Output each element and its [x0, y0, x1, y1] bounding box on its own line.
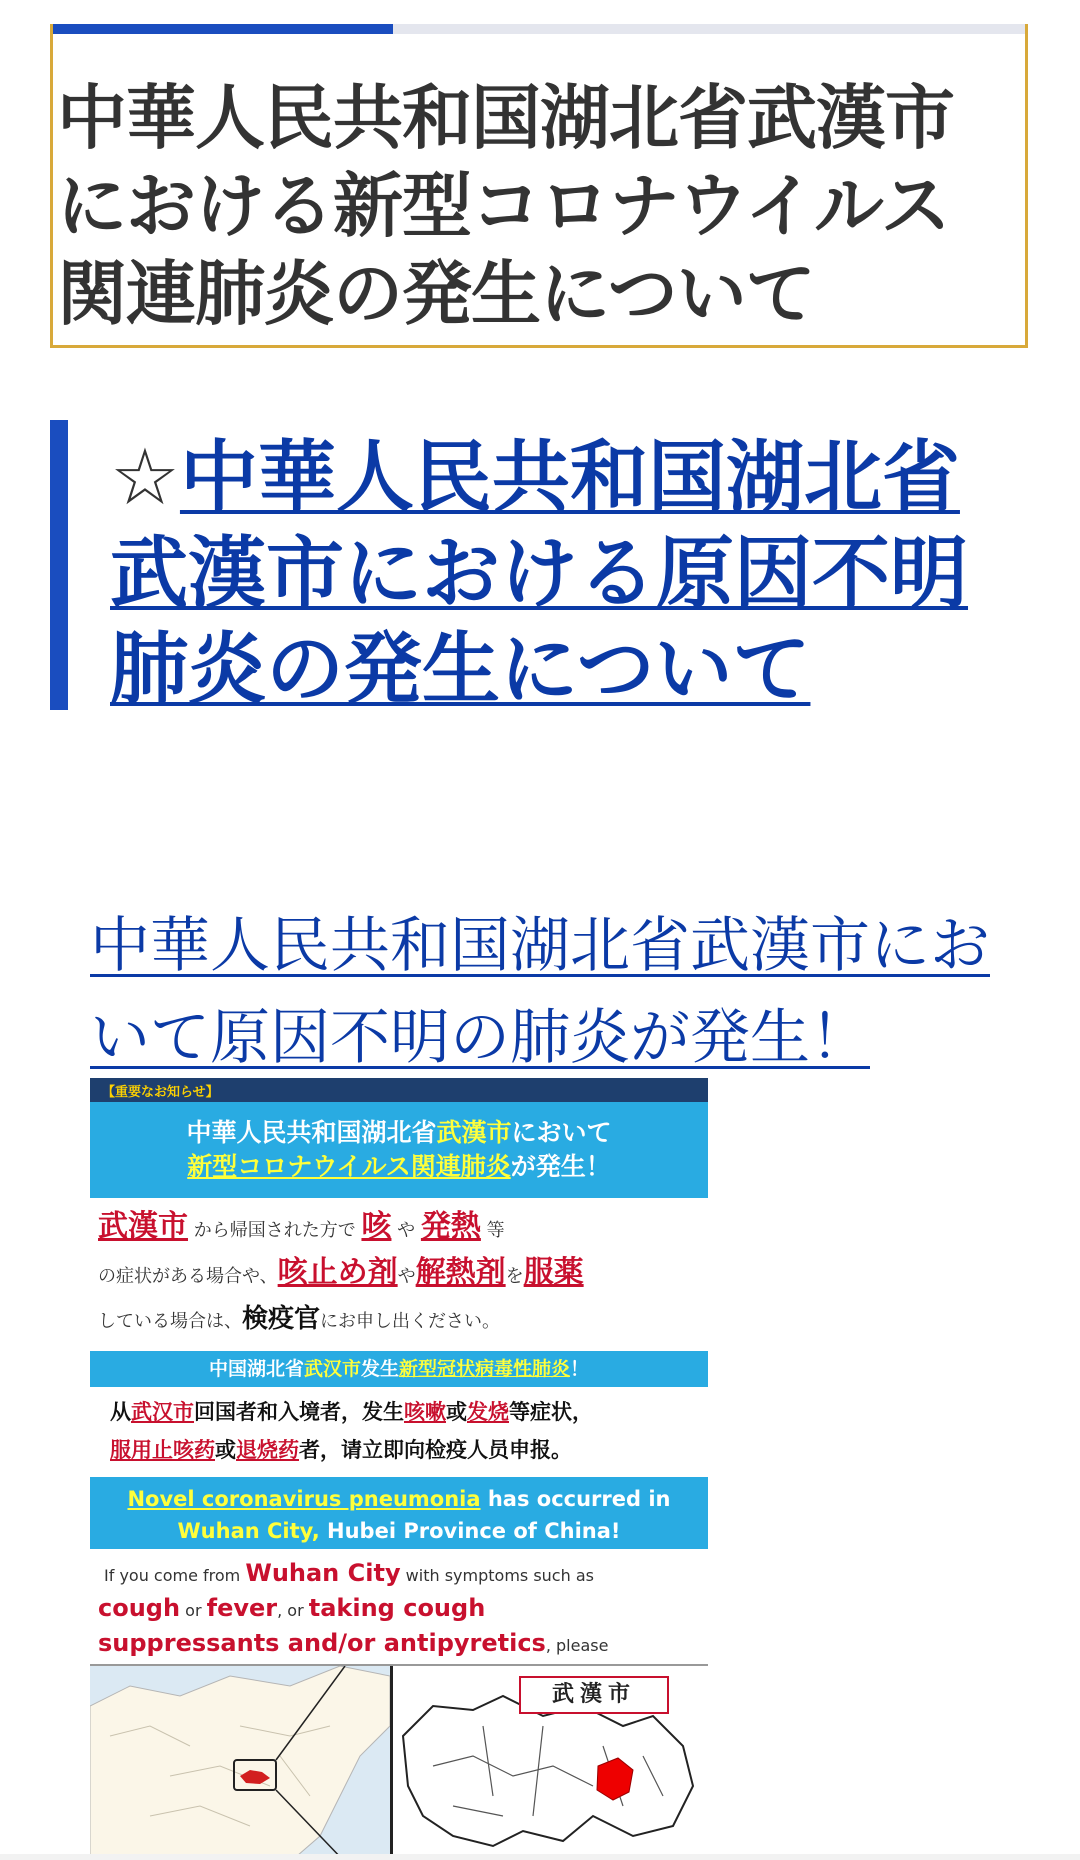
section-link[interactable]: 中華人民共和国湖北省: [179, 433, 960, 523]
notice-ja-band: 中華人民共和国湖北省武漢市において 新型コロナウイルス関連肺炎が発生！: [90, 1102, 708, 1198]
hubei-map: [390, 1666, 708, 1860]
section-heading: [50, 420, 1010, 715]
notice-cn-body: 从武汉市回国者和入境者，发生咳嗽或发烧等症状， 服用止咳药或退烧药者，请立即向检疫人员申报。: [110, 1400, 593, 1462]
map-city-label: 武漢市: [519, 1676, 669, 1714]
star-icon: ☆: [110, 433, 180, 523]
subheading-link[interactable]: [90, 900, 1020, 1084]
reading-progress-fill: [53, 24, 393, 34]
subheading-line[interactable]: いて原因不明の肺炎が発生！: [90, 1003, 870, 1073]
china-map-icon: [90, 1666, 390, 1860]
notice-en-band: Novel coronavirus pneumonia has occurred in Wuhan City, Hubei Province of China!: [90, 1477, 708, 1549]
reading-progress-bar: [53, 24, 1025, 34]
title-line: 関連肺炎の発生について: [57, 253, 815, 335]
page-bottom-divider: [0, 1854, 1080, 1860]
notice-head-label: 【重要なお知らせ】: [90, 1078, 708, 1102]
title-line: 中華人民共和国湖北省武漢市: [57, 77, 954, 159]
notice-maps: [90, 1664, 708, 1860]
heading-accent-bar: [50, 420, 68, 710]
notice-cn-band: 中国湖北省武汉市发生新型冠状病毒性肺炎！: [90, 1351, 708, 1387]
notice-en-body: If you come from Wuhan City with symptoms such as cough or fever, or taking cough suppressants and/or antipyretics, please: [98, 1559, 609, 1657]
title-line: における新型コロナウイルス: [57, 165, 950, 247]
section-link[interactable]: 武漢市における原因不明: [110, 529, 969, 619]
article-title-box: [50, 24, 1028, 348]
notice-ja-body: 武漢市 から帰国された方で 咳 や 発熱 等 の症状がある場合や、咳止め剤や解熱剤を服薬 している場合は、検疫官にお申し出ください。: [98, 1209, 584, 1334]
china-map: [90, 1666, 390, 1860]
quarantine-notice-image: [90, 1078, 708, 1860]
subheading-line[interactable]: 中華人民共和国湖北省武漢市にお: [90, 911, 990, 981]
article-title: [57, 74, 1015, 338]
section-link[interactable]: 肺炎の発生について: [110, 625, 811, 715]
